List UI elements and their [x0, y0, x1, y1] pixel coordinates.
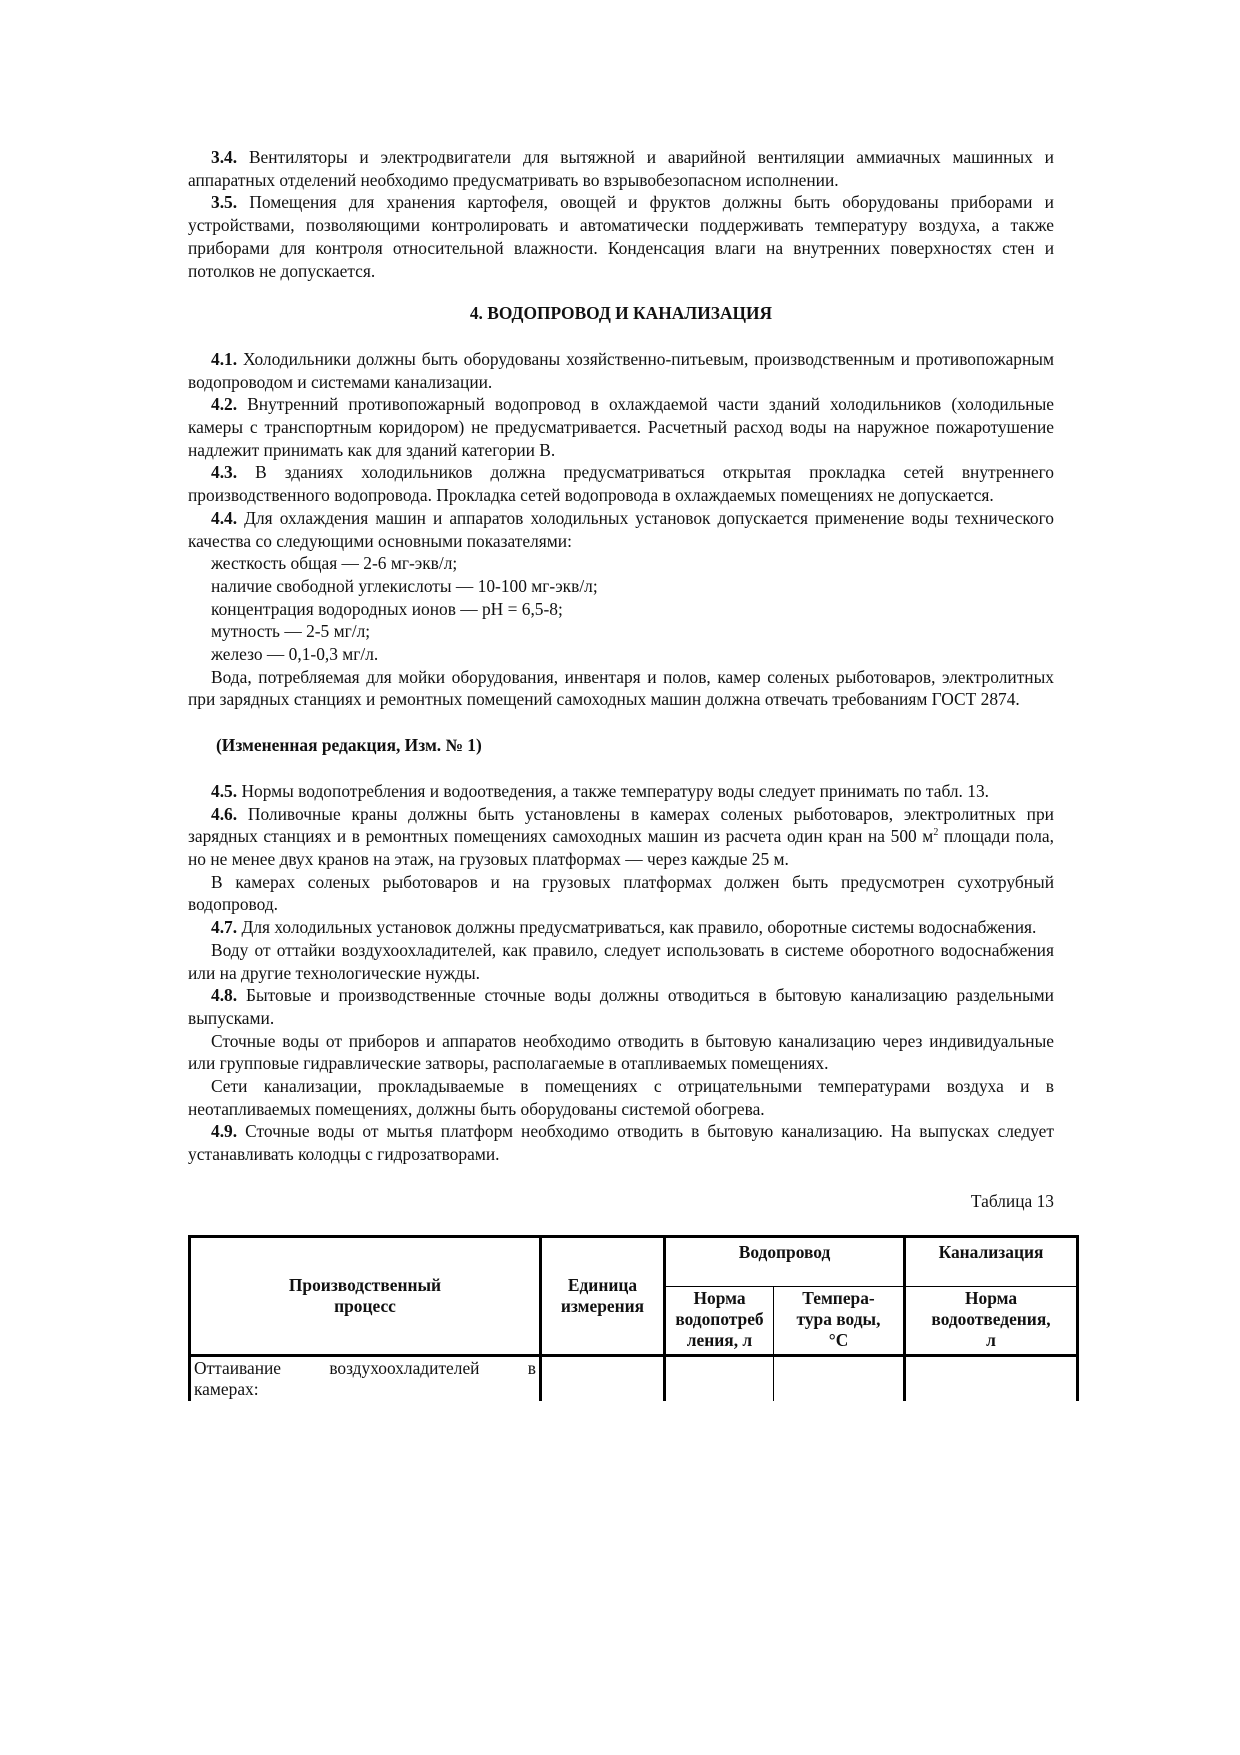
indicator-item: железо — 0,1-0,3 мг/л. [211, 644, 379, 665]
clause-text: Нормы водопотребления и водоотведения, а также температуру воды следует принимать по табл. 13. [241, 780, 989, 801]
column-header-water-temperature [774, 1286, 905, 1355]
superscript: 2 [933, 827, 939, 839]
clause-text: Помещения для хранения картофеля, овощей и фруктов должны быть оборудованы приборами и устройствами, позволяющими контролировать и автоматически поддерживать температуру воздуха, а также приборами для контроля относительной влажности. Конденсация влаги на внутренних поверхностях стен и потолков не допускается. [188, 192, 1054, 281]
header-line: водопотреб [675, 1308, 764, 1329]
paragraph-4-1 [188, 348, 1054, 393]
paragraph-4-8-extra-1: Сточные воды от приборов и аппаратов необходимо отводить в бытовую канализацию через индивидуальные или групповые гидравлические затворы, располагаемые в отапливаемых помещениях. [188, 1030, 1054, 1074]
clause-text-continued: площади пола, но не менее двух кранов на этаж, на грузовых платформах — через каждые 25 м. [188, 826, 1054, 869]
cell-unit [541, 1355, 665, 1401]
paragraph-4-8 [188, 984, 1054, 1029]
paragraph-4-8-extra-2: Сети канализации, прокладываемые в помещениях с отрицательными температурами воздуха и в неотапливаемых помещениях, должны быть оборудованы системой обогрева. [188, 1076, 1054, 1119]
section-heading: 4. ВОДОПРОВОД И КАНАЛИЗАЦИЯ [469, 303, 773, 324]
clause-number: 4.7. [211, 917, 238, 938]
paragraph-4-9 [188, 1120, 1054, 1165]
column-group-sewerage: Канализация [905, 1236, 1078, 1286]
indicator-item: жесткость общая — 2-6 мг-экв/л; [211, 553, 458, 574]
clause-number: 3.4. [211, 147, 238, 167]
column-header-water-norm [665, 1286, 774, 1355]
column-header-process [190, 1236, 541, 1355]
clause-text: Холодильники должны быть оборудованы хозяйственно-питьевым, производственным и противопожарным водопроводом и системами канализации. [188, 348, 1054, 392]
paragraph-3-5 [188, 191, 1054, 282]
document-page [188, 146, 1054, 1401]
clause-number: 4.4. [211, 507, 238, 528]
cell-line: Оттаивание воздухоохладителей в [194, 1357, 536, 1378]
column-group-water-supply: Водопровод [665, 1236, 905, 1286]
header-line: Производственный [288, 1274, 442, 1295]
cell-temperature [774, 1355, 905, 1401]
table-row [190, 1355, 1078, 1401]
norms-table [188, 1235, 1079, 1401]
clause-text: Бытовые и производственные сточные воды должны отводиться в бытовую канализацию раздельными выпусками. [188, 985, 1054, 1028]
header-line: водоотведения, [931, 1308, 1051, 1329]
header-line: тура воды, [796, 1308, 881, 1329]
clause-number: 4.8. [211, 985, 238, 1006]
header-line: измерения [560, 1295, 645, 1316]
clause-number: 4.9. [211, 1121, 238, 1142]
column-header-unit [541, 1236, 665, 1355]
paragraph-4-7 [188, 916, 1054, 939]
header-line: л [986, 1329, 996, 1350]
paragraph-4-4 [188, 507, 1054, 552]
header-line: Единица [567, 1274, 638, 1295]
header-line: процесс [334, 1295, 396, 1316]
clause-number: 4.1. [211, 348, 238, 369]
clause-text: Для холодильных установок должны предусматриваться, как правило, оборотные системы водоснабжения. [241, 917, 1037, 938]
header-line: ления, л [686, 1329, 753, 1350]
paragraph-4-3 [188, 461, 1054, 506]
header-line: Норма [693, 1287, 746, 1308]
header-line: Темпера- [802, 1287, 875, 1308]
header-line: °С [828, 1329, 849, 1350]
clause-text: Для охлаждения машин и аппаратов холодильных установок допускается применение воды технического качества со следующими основными показателями: [188, 507, 1054, 551]
clause-number: 4.5. [211, 780, 238, 801]
paragraph-4-5 [188, 780, 1054, 803]
clause-text: Сточные воды от мытья платформ необходимо отводить в бытовую канализацию. На выпусках следует устанавливать колодцы с гидрозатворами. [188, 1121, 1054, 1165]
clause-number: 4.3. [211, 462, 238, 483]
cell-line: камерах: [194, 1378, 259, 1399]
header-line: Норма [964, 1287, 1018, 1308]
cell-water-norm [665, 1355, 774, 1401]
washing-water-paragraph: Вода, потребляемая для мойки оборудования, инвентаря и полов, камер соленых рыботоваров, электролитных при зарядных станциях и ремонтных помещений самоходных машин должна отвечать требованиям ГОСТ 2874. [188, 666, 1054, 710]
paragraph-4-7-extra: Воду от оттайки воздухоохладителей, как правило, следует использовать в системе оборотного водоснабжения или на другие технологические нужды. [188, 939, 1054, 983]
clause-text: В зданиях холодильников должна предусматриваться открытая прокладка сетей внутреннего производственного водопровода. Прокладка сетей водопровода в охлаждаемых помещениях не допускается. [188, 462, 1054, 506]
clause-text: Внутренний противопожарный водопровод в охлаждаемой части зданий холодильников (холодильные камеры с транспортным коридором) не предусматривается. Расчетный расход воды на наружное пожаротушение надлежит принимать как для зданий категории В. [188, 394, 1054, 460]
table-caption: Таблица 13 [970, 1190, 1054, 1211]
indicator-item: наличие свободной углекислоты — 10-100 мг-экв/л; [211, 575, 598, 596]
paragraph-4-6-extra: В камерах соленых рыботоваров и на грузовых платформах должен быть предусмотрен сухотрубный водопровод. [188, 871, 1054, 915]
clause-text: Вентиляторы и электродвигатели для вытяжной и аварийной вентиляции аммиачных машинных и аппаратных отделений необходимо предусматривать во взрывобезопасном исполнении. [188, 147, 1054, 190]
clause-number: 3.5. [211, 192, 238, 213]
column-header-drain-norm [905, 1286, 1078, 1355]
indicator-item: мутность — 2-5 мг/л; [211, 621, 371, 642]
paragraph-3-4 [188, 146, 1054, 191]
clause-number: 4.6. [211, 803, 238, 824]
indicator-item: концентрация водородных ионов — рН = 6,5-8; [211, 598, 563, 619]
amendment-note: (Измененная редакция, Изм. № 1) [216, 735, 482, 756]
paragraph-4-6 [188, 803, 1054, 871]
paragraph-4-2 [188, 393, 1054, 461]
cell-drain-norm [905, 1355, 1078, 1401]
cell-process [190, 1355, 541, 1401]
clause-text: Поливочные краны должны быть установлены в камерах соленых рыботоваров, электролитных при зарядных станциях и в ремонтных помещениях самоходных машин из расчета один кран на 500 м [188, 803, 1054, 847]
clause-number: 4.2. [211, 394, 238, 415]
